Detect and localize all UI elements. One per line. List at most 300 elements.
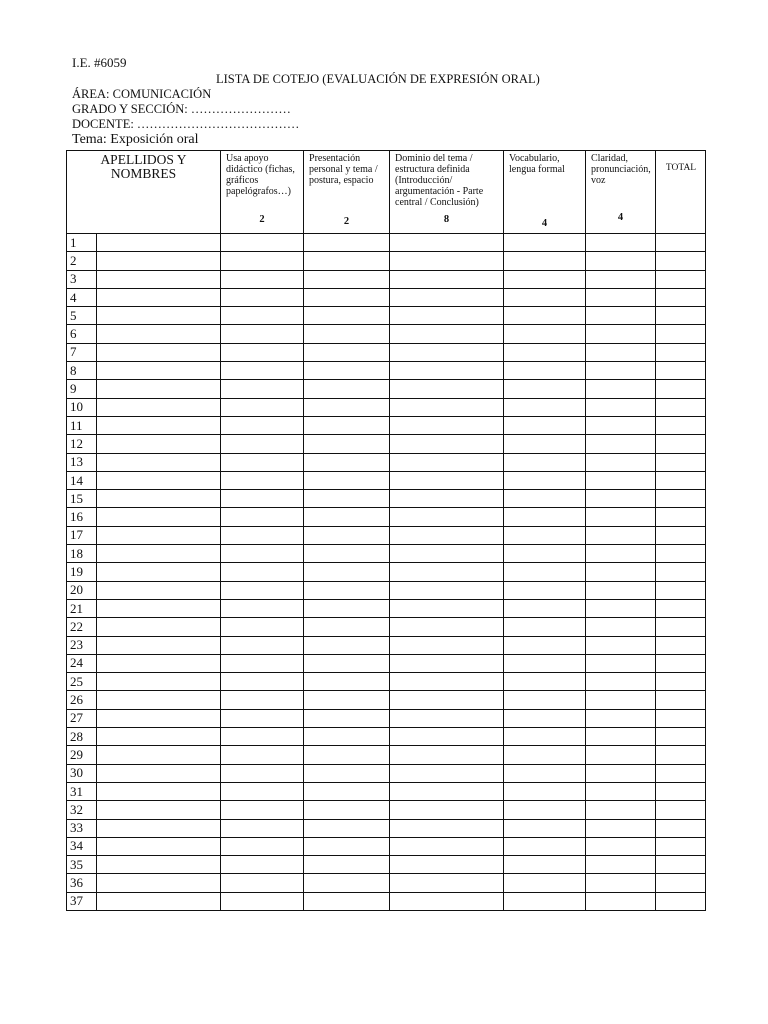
criterion-1-cell (221, 728, 304, 746)
student-name-cell (97, 728, 221, 746)
row-number: 29 (67, 746, 97, 764)
criterion-3-cell (390, 837, 504, 855)
row-number: 2 (67, 252, 97, 270)
criterion-2-cell (304, 746, 390, 764)
table-row (67, 837, 706, 855)
total-cell (656, 618, 706, 636)
criterion-1-cell (221, 234, 304, 252)
criterion-1-cell (221, 453, 304, 471)
criterion-5-cell (586, 801, 656, 819)
table-row (67, 398, 706, 416)
criterion-1-cell (221, 435, 304, 453)
criterion-4-cell (504, 471, 586, 489)
criterion-header (504, 151, 586, 234)
criterion-4-cell (504, 416, 586, 434)
criterion-5-cell (586, 270, 656, 288)
criterion-5-cell (586, 874, 656, 892)
student-name-cell (97, 453, 221, 471)
total-cell (656, 526, 706, 544)
criterion-header (586, 151, 656, 234)
criterion-1-cell (221, 819, 304, 837)
table-row (67, 288, 706, 306)
criterion-2-cell (304, 892, 390, 910)
header-row (67, 151, 706, 234)
criterion-2-cell (304, 837, 390, 855)
criterion-3-cell (390, 801, 504, 819)
total-cell (656, 764, 706, 782)
total-cell (656, 581, 706, 599)
total-cell (656, 728, 706, 746)
criterion-3-cell (390, 563, 504, 581)
criterion-1-cell (221, 508, 304, 526)
checklist-table (66, 150, 706, 911)
table-row (67, 325, 706, 343)
criterion-2-cell (304, 380, 390, 398)
criterion-5-cell (586, 581, 656, 599)
criterion-4-cell (504, 856, 586, 874)
criterion-1-cell (221, 471, 304, 489)
criterion-2-cell (304, 362, 390, 380)
student-name-cell (97, 307, 221, 325)
criterion-2-cell (304, 435, 390, 453)
row-number: 8 (67, 362, 97, 380)
total-cell (656, 471, 706, 489)
criterion-1-cell (221, 288, 304, 306)
criterion-1-cell (221, 270, 304, 288)
table-row (67, 819, 706, 837)
topic-label: Tema: Exposición oral (72, 132, 199, 147)
table-row (67, 581, 706, 599)
row-number: 10 (67, 398, 97, 416)
criterion-5-cell (586, 508, 656, 526)
criterion-5-cell (586, 819, 656, 837)
criterion-points: 2 (259, 214, 265, 225)
criterion-1-cell (221, 636, 304, 654)
student-name-cell (97, 636, 221, 654)
criterion-2-cell (304, 801, 390, 819)
table-row (67, 563, 706, 581)
criterion-1-cell (221, 673, 304, 691)
criterion-label: Presentación personal y tema / postura, espacio (309, 153, 378, 186)
table-row (67, 545, 706, 563)
table-row (67, 728, 706, 746)
criterion-4-cell (504, 728, 586, 746)
criterion-5-cell (586, 563, 656, 581)
criterion-3-cell (390, 526, 504, 544)
student-name-cell (97, 618, 221, 636)
table-row (67, 874, 706, 892)
names-column-header: APELLIDOS Y NOMBRES (67, 151, 221, 234)
student-name-cell (97, 746, 221, 764)
row-number: 7 (67, 343, 97, 361)
total-cell (656, 673, 706, 691)
criterion-2-cell (304, 270, 390, 288)
criterion-1-cell (221, 709, 304, 727)
student-name-cell (97, 654, 221, 672)
total-cell (656, 874, 706, 892)
criterion-header (304, 151, 390, 234)
criterion-3-cell (390, 654, 504, 672)
criterion-5-cell (586, 728, 656, 746)
row-number: 21 (67, 599, 97, 617)
row-number: 30 (67, 764, 97, 782)
row-number: 16 (67, 508, 97, 526)
criterion-1-cell (221, 892, 304, 910)
criterion-label: Usa apoyo didáctico (fichas, gráficos papelógrafos…) (226, 153, 295, 197)
total-cell (656, 892, 706, 910)
student-name-cell (97, 764, 221, 782)
total-cell (656, 782, 706, 800)
criterion-5-cell (586, 764, 656, 782)
criterion-4-cell (504, 453, 586, 471)
criterion-5-cell (586, 673, 656, 691)
criterion-1-cell (221, 307, 304, 325)
row-number: 22 (67, 618, 97, 636)
student-name-cell (97, 709, 221, 727)
student-name-cell (97, 380, 221, 398)
document-title: LISTA DE COTEJO (EVALUACIÓN DE EXPRESIÓN ORAL) (216, 72, 540, 86)
table-row (67, 801, 706, 819)
student-name-cell (97, 599, 221, 617)
row-number: 28 (67, 728, 97, 746)
criterion-4-cell (504, 526, 586, 544)
criterion-1-cell (221, 526, 304, 544)
total-label: TOTAL (665, 163, 697, 173)
criterion-4-cell (504, 892, 586, 910)
criterion-3-cell (390, 252, 504, 270)
row-number: 31 (67, 782, 97, 800)
criterion-3-cell (390, 728, 504, 746)
criterion-4-cell (504, 874, 586, 892)
student-name-cell (97, 234, 221, 252)
criterion-4-cell (504, 545, 586, 563)
total-cell (656, 270, 706, 288)
criterion-4-cell (504, 362, 586, 380)
criterion-points: 4 (617, 212, 624, 223)
table-row (67, 636, 706, 654)
table-row (67, 654, 706, 672)
table-row (67, 471, 706, 489)
table-row (67, 691, 706, 709)
criterion-4-cell (504, 709, 586, 727)
criterion-3-cell (390, 380, 504, 398)
criterion-2-cell (304, 581, 390, 599)
criterion-4-cell (504, 435, 586, 453)
criterion-2-cell (304, 471, 390, 489)
criterion-1-cell (221, 691, 304, 709)
total-cell (656, 252, 706, 270)
criterion-3-cell (390, 618, 504, 636)
criterion-2-cell (304, 526, 390, 544)
total-cell (656, 636, 706, 654)
criterion-2-cell (304, 398, 390, 416)
table-row (67, 526, 706, 544)
criterion-5-cell (586, 380, 656, 398)
total-cell (656, 654, 706, 672)
criterion-3-cell (390, 362, 504, 380)
criterion-5-cell (586, 654, 656, 672)
criterion-1-cell (221, 563, 304, 581)
table-row (67, 856, 706, 874)
total-cell (656, 819, 706, 837)
criterion-3-cell (390, 307, 504, 325)
criterion-1-cell (221, 398, 304, 416)
student-name-cell (97, 471, 221, 489)
student-name-cell (97, 288, 221, 306)
criterion-4-cell (504, 508, 586, 526)
row-number: 4 (67, 288, 97, 306)
criterion-2-cell (304, 234, 390, 252)
table-row (67, 490, 706, 508)
row-number: 17 (67, 526, 97, 544)
total-cell (656, 856, 706, 874)
table-row (67, 252, 706, 270)
row-number: 23 (67, 636, 97, 654)
criterion-1-cell (221, 545, 304, 563)
criterion-2-cell (304, 307, 390, 325)
table-row (67, 362, 706, 380)
criterion-2-cell (304, 654, 390, 672)
student-name-cell (97, 837, 221, 855)
criterion-4-cell (504, 270, 586, 288)
criterion-2-cell (304, 343, 390, 361)
criterion-1-cell (221, 416, 304, 434)
student-name-cell (97, 673, 221, 691)
criterion-2-cell (304, 874, 390, 892)
criterion-2-cell (304, 782, 390, 800)
criterion-4-cell (504, 801, 586, 819)
row-number: 12 (67, 435, 97, 453)
teacher-field: DOCENTE: ………………………………… (72, 117, 300, 131)
criterion-3-cell (390, 288, 504, 306)
criterion-1-cell (221, 654, 304, 672)
criterion-points: 4 (541, 218, 548, 229)
grade-section-field: GRADO Y SECCIÓN: …………………… (72, 102, 291, 116)
criterion-4-cell (504, 673, 586, 691)
criterion-4-cell (504, 654, 586, 672)
table-row (67, 508, 706, 526)
total-cell (656, 563, 706, 581)
row-number: 27 (67, 709, 97, 727)
row-number: 15 (67, 490, 97, 508)
row-number: 37 (67, 892, 97, 910)
criterion-1-cell (221, 581, 304, 599)
total-cell (656, 307, 706, 325)
criterion-1-cell (221, 599, 304, 617)
total-cell (656, 599, 706, 617)
criterion-2-cell (304, 819, 390, 837)
table-row (67, 380, 706, 398)
criterion-4-cell (504, 490, 586, 508)
student-name-cell (97, 435, 221, 453)
row-number: 11 (67, 416, 97, 434)
criterion-2-cell (304, 636, 390, 654)
criterion-4-cell (504, 764, 586, 782)
criterion-3-cell (390, 325, 504, 343)
row-number: 19 (67, 563, 97, 581)
criterion-5-cell (586, 691, 656, 709)
criterion-1-cell (221, 252, 304, 270)
school-code: I.E. #6059 (72, 55, 127, 70)
criterion-5-cell (586, 416, 656, 434)
criterion-2-cell (304, 252, 390, 270)
criterion-1-cell (221, 343, 304, 361)
criterion-3-cell (390, 508, 504, 526)
criterion-4-cell (504, 234, 586, 252)
row-number: 24 (67, 654, 97, 672)
total-cell (656, 453, 706, 471)
criterion-4-cell (504, 325, 586, 343)
row-number: 9 (67, 380, 97, 398)
criterion-2-cell (304, 691, 390, 709)
row-number: 20 (67, 581, 97, 599)
row-number: 26 (67, 691, 97, 709)
table-row (67, 343, 706, 361)
criterion-label: Claridad, pronunciación, voz (591, 153, 651, 186)
total-cell (656, 490, 706, 508)
criterion-3-cell (390, 709, 504, 727)
row-number: 14 (67, 471, 97, 489)
table-row (67, 270, 706, 288)
total-cell (656, 746, 706, 764)
student-name-cell (97, 782, 221, 800)
criterion-4-cell (504, 252, 586, 270)
criterion-3-cell (390, 545, 504, 563)
criterion-header (221, 151, 304, 234)
total-cell (656, 545, 706, 563)
row-number: 25 (67, 673, 97, 691)
criterion-5-cell (586, 234, 656, 252)
total-cell (656, 691, 706, 709)
criterion-2-cell (304, 545, 390, 563)
criterion-2-cell (304, 709, 390, 727)
criterion-3-cell (390, 416, 504, 434)
criterion-3-cell (390, 856, 504, 874)
criterion-4-cell (504, 599, 586, 617)
total-cell (656, 435, 706, 453)
criterion-5-cell (586, 636, 656, 654)
criterion-2-cell (304, 416, 390, 434)
student-name-cell (97, 508, 221, 526)
total-cell (656, 288, 706, 306)
row-number: 1 (67, 234, 97, 252)
criterion-3-cell (390, 691, 504, 709)
criterion-points: 8 (443, 214, 450, 225)
criterion-1-cell (221, 856, 304, 874)
total-cell (656, 837, 706, 855)
student-name-cell (97, 270, 221, 288)
criterion-1-cell (221, 874, 304, 892)
student-name-cell (97, 362, 221, 380)
criterion-2-cell (304, 599, 390, 617)
student-name-cell (97, 490, 221, 508)
student-name-cell (97, 563, 221, 581)
criterion-5-cell (586, 288, 656, 306)
criterion-5-cell (586, 307, 656, 325)
area-label: ÁREA: COMUNICACIÓN (72, 87, 212, 101)
criterion-4-cell (504, 581, 586, 599)
criterion-3-cell (390, 636, 504, 654)
table-row (67, 435, 706, 453)
criterion-1-cell (221, 801, 304, 819)
row-number: 5 (67, 307, 97, 325)
criterion-5-cell (586, 471, 656, 489)
criterion-5-cell (586, 252, 656, 270)
criterion-4-cell (504, 636, 586, 654)
table-row (67, 746, 706, 764)
row-number: 35 (67, 856, 97, 874)
criterion-4-cell (504, 563, 586, 581)
criterion-label: Vocabulario, lengua formal (509, 153, 565, 175)
criterion-3-cell (390, 471, 504, 489)
table-row (67, 709, 706, 727)
criterion-1-cell (221, 764, 304, 782)
total-cell (656, 380, 706, 398)
criterion-1-cell (221, 782, 304, 800)
criterion-header (390, 151, 504, 234)
table-row (67, 307, 706, 325)
table-row (67, 764, 706, 782)
row-number: 18 (67, 545, 97, 563)
criterion-5-cell (586, 453, 656, 471)
criterion-4-cell (504, 837, 586, 855)
total-cell (656, 801, 706, 819)
criterion-3-cell (390, 673, 504, 691)
table-row (67, 599, 706, 617)
criterion-2-cell (304, 508, 390, 526)
criterion-5-cell (586, 782, 656, 800)
criterion-3-cell (390, 453, 504, 471)
criterion-4-cell (504, 819, 586, 837)
student-name-cell (97, 581, 221, 599)
table-row (67, 234, 706, 252)
table-row (67, 453, 706, 471)
total-cell (656, 362, 706, 380)
criterion-5-cell (586, 618, 656, 636)
total-cell (656, 325, 706, 343)
criterion-3-cell (390, 490, 504, 508)
criterion-4-cell (504, 307, 586, 325)
criterion-1-cell (221, 325, 304, 343)
criterion-points: 2 (343, 216, 350, 227)
criterion-5-cell (586, 343, 656, 361)
criterion-5-cell (586, 837, 656, 855)
criterion-3-cell (390, 874, 504, 892)
criterion-5-cell (586, 599, 656, 617)
criterion-5-cell (586, 545, 656, 563)
student-name-cell (97, 856, 221, 874)
total-cell (656, 508, 706, 526)
student-name-cell (97, 874, 221, 892)
total-column-header (656, 151, 706, 234)
criterion-2-cell (304, 325, 390, 343)
criterion-3-cell (390, 782, 504, 800)
criterion-4-cell (504, 288, 586, 306)
criterion-3-cell (390, 398, 504, 416)
criterion-2-cell (304, 856, 390, 874)
criterion-3-cell (390, 435, 504, 453)
student-name-cell (97, 691, 221, 709)
criterion-1-cell (221, 380, 304, 398)
row-number: 13 (67, 453, 97, 471)
student-name-cell (97, 801, 221, 819)
total-cell (656, 709, 706, 727)
row-number: 33 (67, 819, 97, 837)
criterion-3-cell (390, 343, 504, 361)
criterion-3-cell (390, 892, 504, 910)
student-name-cell (97, 819, 221, 837)
criterion-3-cell (390, 270, 504, 288)
